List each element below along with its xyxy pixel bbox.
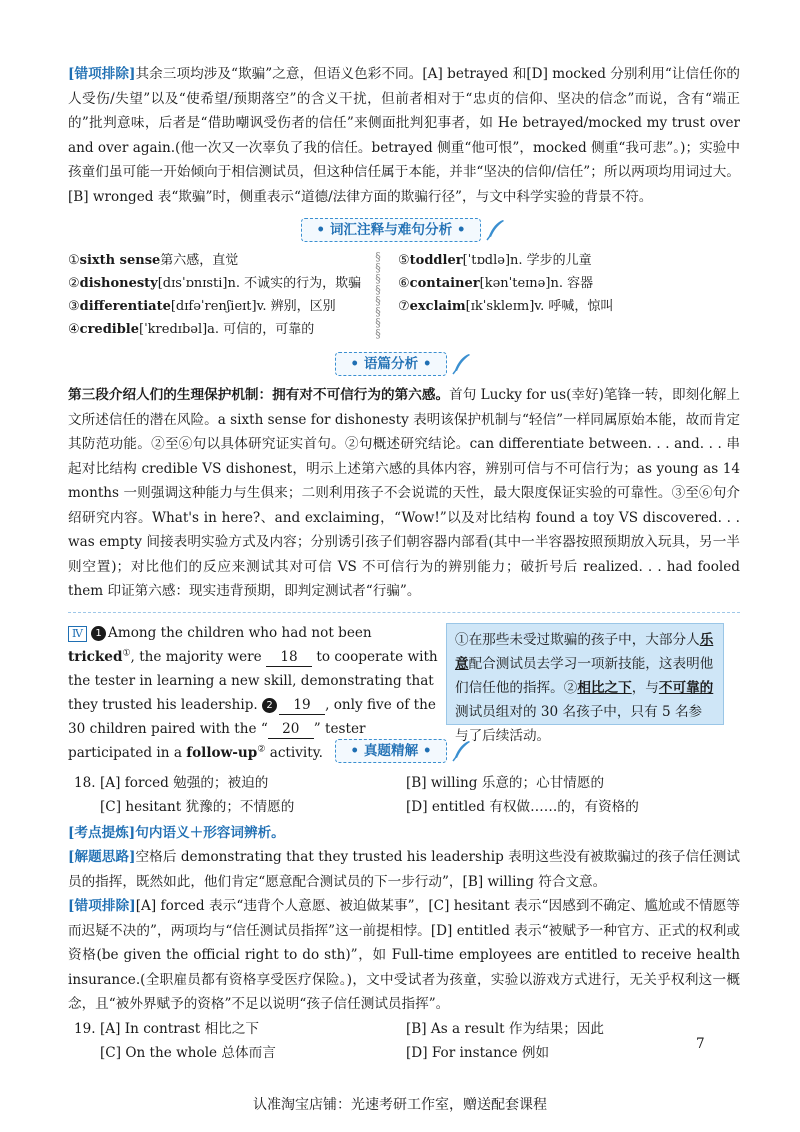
blank-20: 20	[268, 720, 314, 739]
discourse-paragraph	[68, 383, 740, 604]
vocab-gloss: [ˈtɒdlə]n. 学步的儿童	[462, 253, 592, 268]
solution-idea: [解题思路]空格后 demonstrating that they trusted his leadership 表明这些没有被欺骗过的孩子信任测试员的指挥，既然如此，他们肯定“愿意配合测试员的下一步行动”，[B] willing 符合文意。	[68, 849, 740, 890]
quill-pen-icon	[449, 352, 473, 376]
option-c: [C] hesitant 犹豫的；不情愿的	[100, 798, 295, 815]
vocab-gloss: [dɪsˈɒnɪsti]n. 不诚实的行为，欺骗	[157, 276, 362, 291]
wrong-option-tag: [错项排除]	[68, 66, 136, 82]
option-b: [B] As a result 作为结果；因此	[406, 1020, 605, 1037]
top-paragraph	[68, 62, 740, 209]
vocab-list	[68, 249, 740, 343]
option-a: [A] In contrast 相比之下	[100, 1020, 259, 1037]
divider	[68, 612, 740, 613]
paragraph-number-badge: Ⅳ	[68, 626, 87, 642]
vocab-item: ③differentiate[dɪfəˈrenʃieɪt]v. 辨别，区别	[68, 299, 336, 314]
page-number: 7	[696, 1036, 705, 1052]
option-a: [A] forced 勉强的；被迫的	[100, 774, 269, 791]
footer-note: 认准淘宝店铺：光速考研工作室，赠送配套课程	[253, 1097, 547, 1113]
discourse-section-header	[68, 351, 740, 377]
vocab-gloss: [dɪfəˈrenʃieɪt]v. 辨别，区别	[170, 299, 336, 314]
discourse-lead: 第三段介绍人们的生理保护机制：拥有对不可信行为的第六感。	[68, 387, 450, 403]
option-b: [B] willing 乐意的；心甘情愿的	[406, 774, 605, 791]
vocab-gloss: [ˈkredɪbəl]a. 可信的，可靠的	[139, 322, 315, 337]
sentence-number: 2	[262, 698, 277, 713]
vocab-word: dishonesty	[79, 276, 158, 291]
vocab-gloss: [kənˈteɪnə]n. 容器	[479, 276, 594, 291]
vocab-word: credible	[79, 322, 140, 337]
vocab-gloss: 第六感，直觉	[160, 253, 239, 268]
vocab-section-header	[68, 217, 740, 243]
exercise-english: Ⅳ 1 Among the children who had not been tricked①, the majority were 18 to cooperate with the tester in learning a new skill, demonstrating that they trusted his leadership. 2 19 , only five of the 30 children paired with the “ 20 ” tester participated in a follow-up② activity.	[68, 624, 438, 761]
vocab-item: ⑤toddler[ˈtɒdlə]n. 学步的儿童	[398, 253, 592, 268]
keyword-follow-up: follow-up	[186, 744, 258, 761]
sentence-number: 1	[91, 626, 106, 641]
vocab-column-left	[68, 249, 368, 341]
vocab-word: container	[409, 276, 480, 291]
vocab-gloss: [ɪkˈskleɪm]v. 呼喊，惊叫	[465, 299, 614, 314]
vocab-item: ②dishonesty[dɪsˈɒnɪsti]n. 不诚实的行为，欺骗	[68, 276, 362, 291]
vocab-item: ⑥container[kənˈteɪnə]n. 容器	[398, 276, 594, 291]
option-c: [C] On the whole 总体而言	[100, 1044, 276, 1061]
vocab-column-right	[398, 249, 738, 318]
vocab-word: exclaim	[409, 299, 466, 314]
vocab-word: sixth sense	[79, 253, 161, 268]
vocab-word: differentiate	[79, 299, 171, 314]
vocab-word: toddler	[409, 253, 463, 268]
vocab-item: ⑦exclaim[ɪkˈskleɪm]v. 呼喊，惊叫	[398, 299, 614, 314]
answer-section-title: • 真题精解 •	[335, 739, 446, 763]
question-18-options	[68, 771, 740, 821]
translation-box: ①在那些未受过欺骗的孩子中，大部分人乐意配合测试员去学习一项新技能，这表明他们信任他的指挥。②相比之下，与不可靠的测试员组对的 30 名孩子中，只有 5 名参与了后续活动。	[446, 623, 724, 725]
wave-divider: § § § § § § § §	[375, 250, 381, 340]
question-number: 19.	[74, 1020, 96, 1037]
discourse-section-title: • 语篇分析 •	[335, 352, 446, 376]
wrong-option-analysis: [错项排除][A] forced 表示“违背个人意愿、被迫做某事”，[C] hesitant 表示“因感到不确定、尴尬或不情愿等而迟疑不决的”，两项均与“信任测试员指挥”这一前提相悖。[D] entitled 表示“被赋予一种官方、正式的权利或资格(be given the official right to do sth)”，如 Full-time employees are entitled to receive health insurance.(全职雇员都有资格享受医疗保险。)，文中受试者为孩童，实验以游戏方式进行，无关乎权利这一概念，且“被外界赋予的资格”不足以说明“孩子信任测试员指挥”。	[68, 898, 740, 1012]
page-content	[68, 62, 740, 1067]
option-d: [D] For instance 例如	[406, 1044, 550, 1061]
blank-18: 18	[266, 648, 312, 667]
discourse-text: 首句 Lucky for us(幸好)笔锋一转，即刻化解上文所述信任的潜在风险。a sixth sense for dishonesty 表明该保护机制与“轻信”一样同属原始本能，故而肯定其防范功能。②至⑥句以具体研究证实首句。②句概述研究结论。can differentiate between. . . and. . . 串起对比结构 credible VS dishonest，明示上述第六感的具体内容，辨别可信与不可信行为；as young as 14 months 一则强调这种能力与生俱来；二则利用孩子不会说谎的天性，最大限度保证实验的可靠性。③至⑥句介绍研究内容。What's in here?、and exclaiming，“Wow!”以及对比结构 found a toy VS discovered. . . was empty 间接表明实验方式及内容；分别诱引孩子们朝容器内部看(其中一半容器按照预期放入玩具，另一半则空置)；对比他们的反应来测试其对可信 VS 不可信行为的辨别能力；破折号后 realized. . . had fooled them 印证第六感：现实违背预期，即判定测试者“行骗”。	[68, 387, 741, 599]
question-19-options	[68, 1017, 740, 1067]
blank-19: 19	[279, 696, 325, 715]
vocab-item: ④credible[ˈkredɪbəl]a. 可信的，可靠的	[68, 322, 315, 337]
top-paragraph-text: 其余三项均涉及“欺骗”之意，但语义色彩不同。[A] betrayed 和[D] mocked 分别利用“让信任你的人受伤/失望”以及“使希望/预期落空”的含义干扰，但前者相对于“忠贞的信仰、坚决的信念”而说，含有“端正的”批判意味，后者是“借助嘲讽受伤者的信任”来侧面批判犯事者，如 He betrayed/mocked my trust over and over again.(他一次又一次辜负了我的信任。betrayed 侧重“他可恨”，mocked 侧重“我可悲”。)；实验中孩童们虽可能一开始倾向于相信测试员，但这种信任属于本能，并非“坚决的信仰/信任”；所以两项均用词过大。[B] wronged 表“欺骗”时，侧重表示“道德/法律方面的欺骗行径”，与文中科学实验的背景不符。	[68, 66, 740, 205]
keyword-tricked: tricked	[68, 648, 123, 665]
option-d: [D] entitled 有权做……的，有资格的	[406, 798, 639, 815]
key-point: [考点提炼]句内语义＋形容词辨析。	[68, 824, 285, 841]
vocab-section-title: • 词汇注释与难句分析 •	[301, 218, 480, 242]
vocab-item: ①sixth sense第六感，直觉	[68, 253, 239, 268]
quill-pen-icon	[483, 218, 507, 242]
question-number: 18.	[74, 774, 96, 791]
